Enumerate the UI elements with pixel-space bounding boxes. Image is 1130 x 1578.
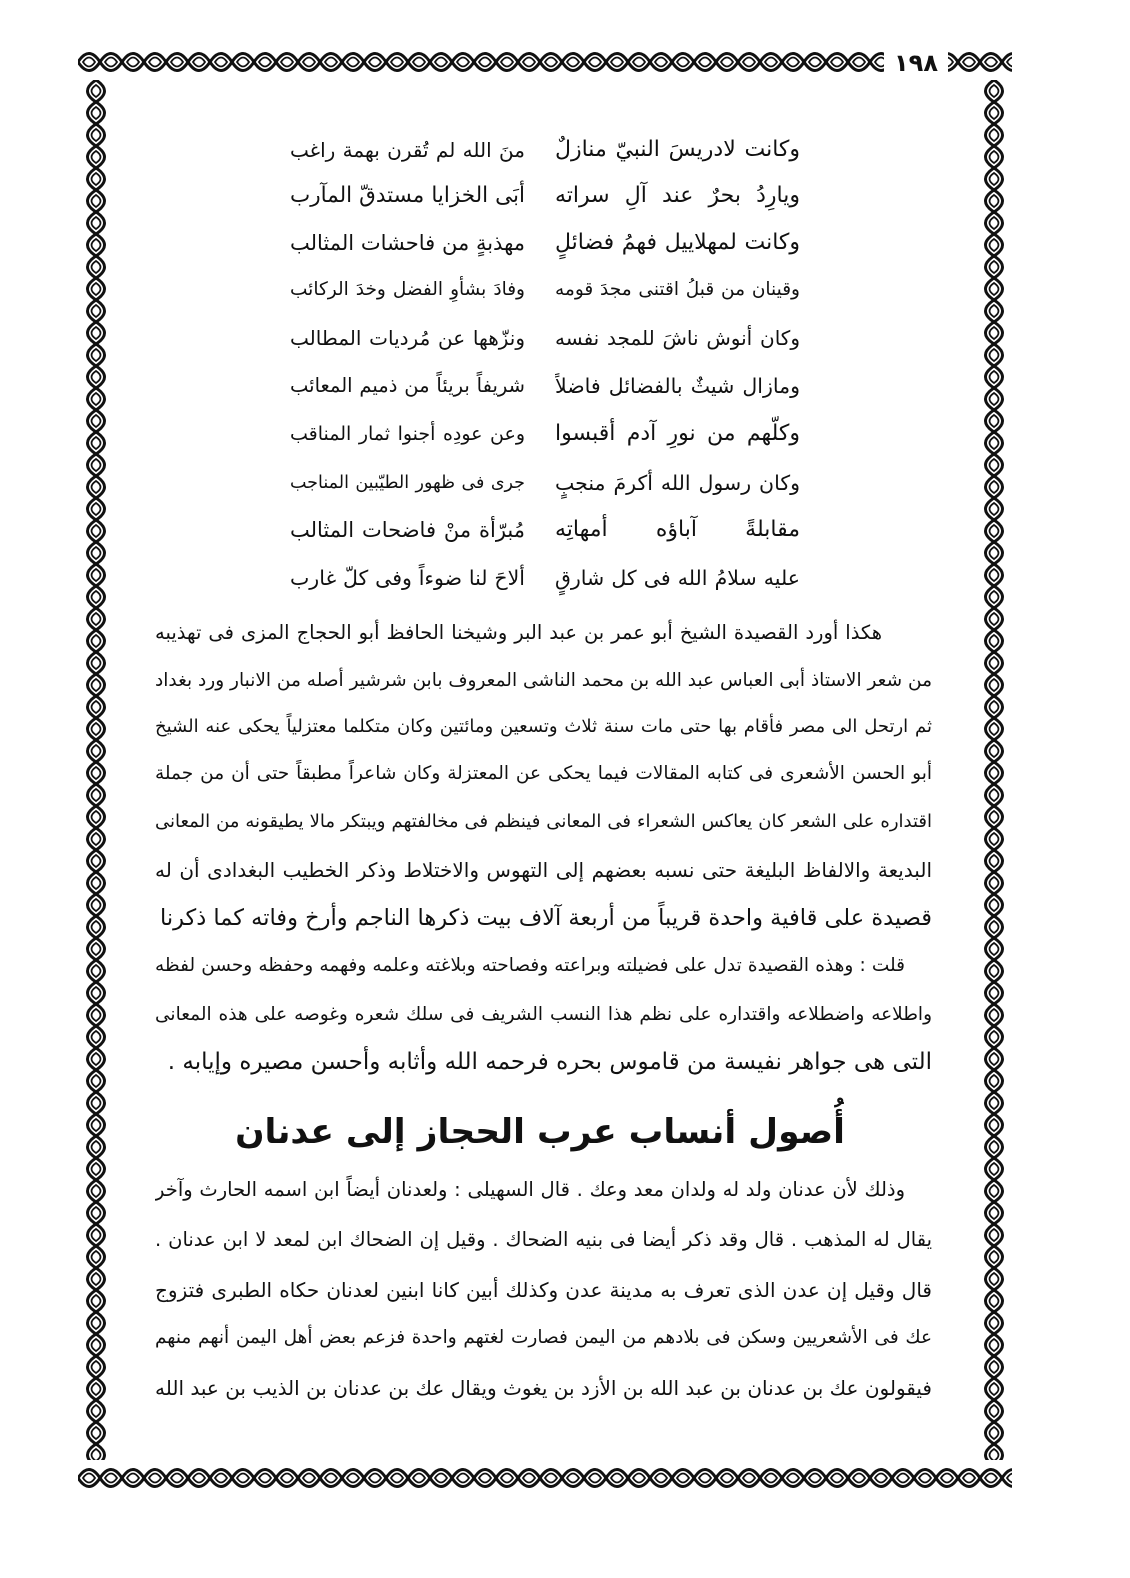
verse-3-second-hemistich: مهذبةٍ من فاحشات المثالب	[290, 231, 525, 255]
verse-1-first-hemistich: وكانت لادريسَ النبيّ منازلٌ	[555, 137, 800, 162]
verse-3-first-hemistich: وكانت لمهلاييل فهمُ فضائلٍ	[555, 230, 800, 255]
verse-6-first-hemistich: ومازال شيثٌ بالفضائل فاضلاً	[555, 374, 800, 398]
verse-7-first-hemistich: وكلّهم من نورِ آدم أقبسوا	[555, 421, 800, 446]
paragraph-2-line: واطلاعه واضطلاعه واقتداره على نظم هذا النسب الشريف فى سلك شعره وغوصه على هذه المعانى	[155, 1004, 932, 1025]
border-top	[78, 44, 1012, 80]
border-right	[976, 80, 1012, 1460]
verse-8-second-hemistich: جرى فى ظهور الطيّبين المناجب	[290, 473, 525, 493]
verse-2-second-hemistich: أبَى الخزايا مستدقّ المآرب	[290, 183, 525, 208]
verse-9-first-hemistich: مقابلةً آباؤه أمهاتِه	[555, 517, 800, 542]
verse-7-second-hemistich: وعن عودِه أجنوا ثمار المناقب	[290, 423, 525, 445]
paragraph-2-line: التى هى جواهر نفيسة من قاموس بحره فرحمه الله وأثابه وأحسن مصيره وإيابه .	[167, 1049, 932, 1075]
paragraph-3-line: عك فى الأشعريين وسكن فى بلادهم من اليمن فصارت لغتهم واحدة فزعم بعض أهل اليمن أنهم منهم	[155, 1327, 932, 1348]
verse-10-second-hemistich: ألاحَ لنا ضوءاً وفى كلّ غارب	[290, 566, 525, 590]
paragraph-2-line: قلت : وهذه القصيدة تدل على فضيلته وبراعته وفصاحته وبلاغته وعلمه وفهمه وحفظه وحسن لفظه	[155, 955, 905, 976]
paragraph-3-line: وذلك لأن عدنان ولد له ولدان معد وعك . قال السهيلى : ولعدنان أيضاً ابن اسمه الحارث وآخر	[155, 1178, 905, 1201]
verse-1-second-hemistich: منَ الله لم تُقرن بهمة راغب	[290, 138, 525, 162]
paragraph-1-line: من شعر الاستاذ أبى العباس عبد الله بن محمد الناشى المعروف بابن شرشير أصله من الانبار ورد بغداد	[155, 670, 932, 691]
verse-4-first-hemistich: وقينان من قبلُ اقتنى مجدَ قومه	[555, 279, 800, 300]
paragraph-3-line: قال وقيل إن عدن الذى تعرف به مدينة عدن وكذلك أبين كانا ابنين لعدنان حكاه الطبرى فتزوج	[155, 1278, 932, 1302]
verse-6-second-hemistich: شريفاً بريئاً من ذميم المعائب	[290, 374, 525, 397]
paragraph-1-line: أبو الحسن الأشعرى فى كتابه المقالات فيما يحكى عن المعتزلة وكان شاعراً مطبقاً حتى أن من جملة	[155, 763, 932, 784]
border-left	[78, 80, 114, 1460]
paragraph-1-line: اقتداره على الشعر كان يعاكس الشعراء فى المعانى فينظم فى مخالفتهم ويبتكر مالا يطيقونه من المعانى	[155, 811, 932, 832]
verse-9-second-hemistich: مُبرّأة منْ فاضحات المثالب	[290, 518, 525, 542]
verse-5-first-hemistich: وكان أنوش ناشَ للمجد نفسه	[555, 326, 800, 350]
verse-4-second-hemistich: وفادَ بشأوِ الفضل وخدَ الركائب	[290, 279, 525, 300]
verse-8-first-hemistich: وكان رسول الله أكرمَ منجبٍ	[555, 471, 800, 495]
paragraph-3-line: يقال له المذهب . قال وقد ذكر أيضا فى بنيه الضحاك . وقيل إن الضحاك ابن لمعد لا ابن عدنان .	[155, 1228, 932, 1251]
verse-10-first-hemistich: عليه سلامُ الله فى كل شارقٍ	[555, 566, 800, 590]
page-number: ١٩٨	[884, 44, 948, 82]
paragraph-1-line: قصيدة على قافية واحدة قريباً من أربعة آلاف بيت ذكرها الناجم وأرخ وفاته كما ذكرنا	[159, 905, 932, 931]
paragraph-1-line: البديعة والالفاظ البليغة حتى نسبه بعضهم إلى التهوس والاختلاط وذكر الخطيب البغدادى أن له	[155, 858, 932, 882]
verse-2-first-hemistich: ويارِدُ بحرٌ عند آلِ سراته	[555, 183, 800, 208]
verse-5-second-hemistich: ونزّهها عن مُرديات المطالب	[290, 326, 525, 350]
paragraph-1-line: ثم ارتحل الى مصر فأقام بها حتى مات سنة ثلاث وتسعين ومائتين وكان متكلما معتزلياً يحكى عنه الشيخ	[155, 716, 932, 737]
paragraph-3-line: فيقولون عك بن عدنان بن عبد الله بن الأزد بن يغوث ويقال عك بن عدنان بن الذيب بن عبد الله	[155, 1376, 932, 1400]
border-bottom	[78, 1460, 1012, 1496]
paragraph-1-line: هكذا أورد القصيدة الشيخ أبو عمر بن عبد البر وشيخنا الحافظ أبو الحجاج المزى فى تهذيبه	[155, 621, 882, 644]
section-heading: أُصول أنساب عرب الحجاز إلى عدنان	[235, 1112, 845, 1152]
